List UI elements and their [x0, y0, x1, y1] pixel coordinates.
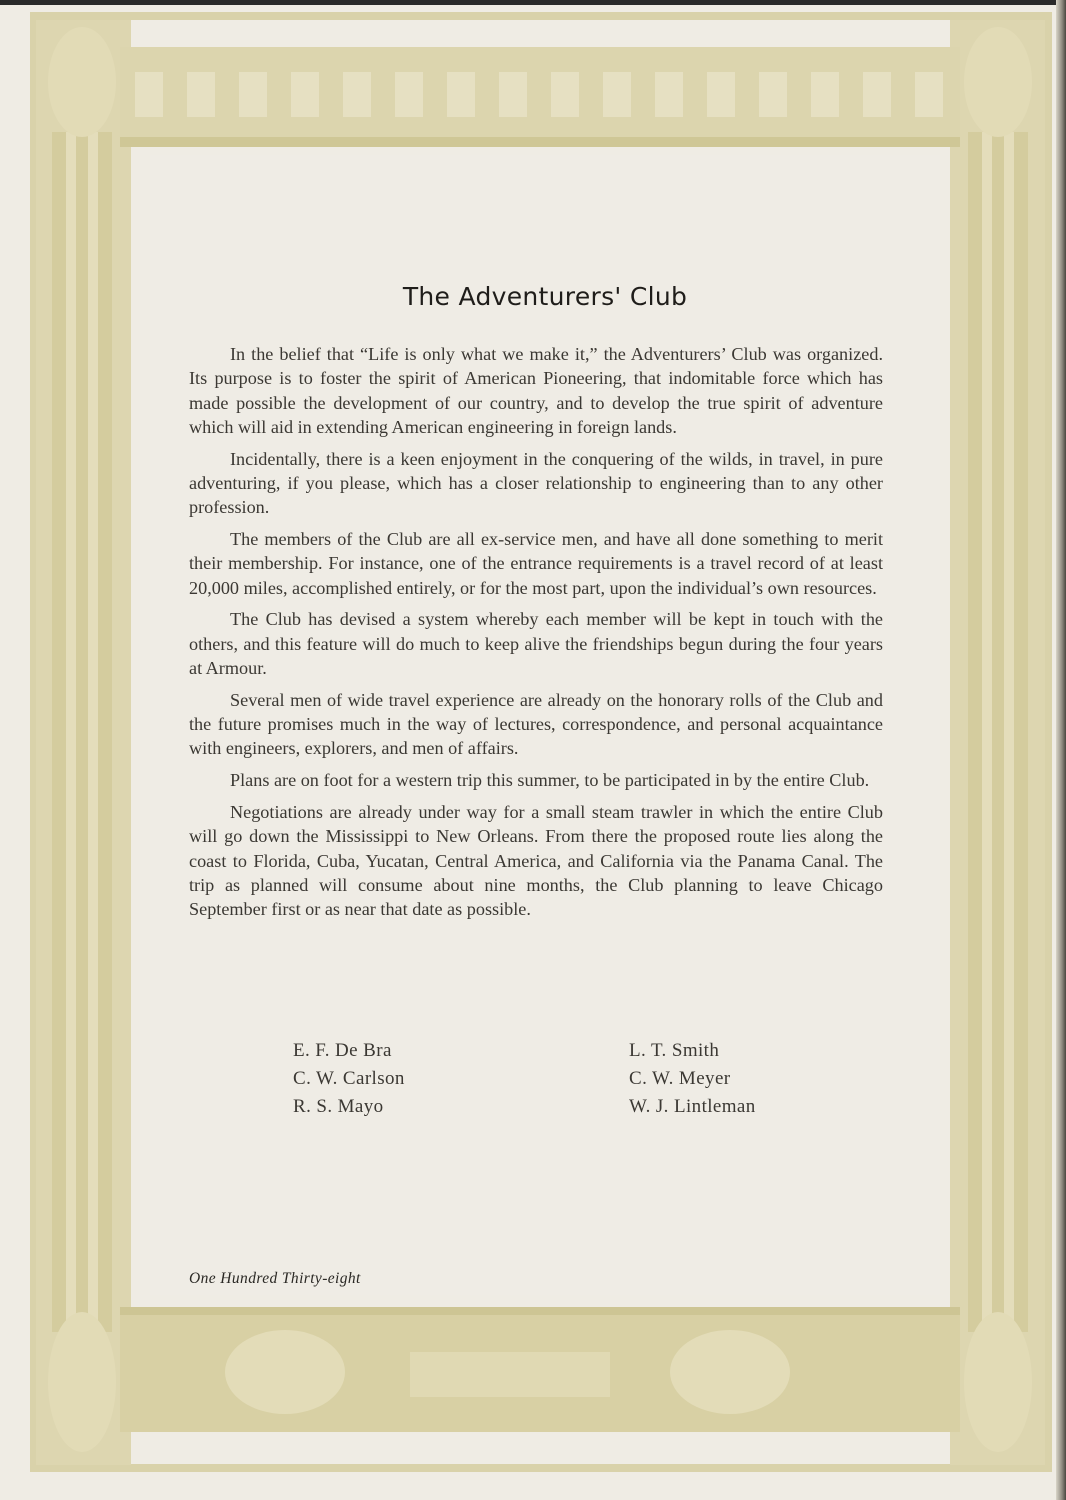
paragraph: Plans are on foot for a western trip this summer, to be participated in by the entire Club.: [230, 770, 870, 791]
member-name: E. F. De Bra: [293, 1040, 392, 1061]
page-number: One Hundred Thirty-eight: [189, 1270, 361, 1287]
member-name: R. S. Mayo: [293, 1096, 384, 1117]
paragraph: Several men of wide travel experience are already on the honorary rolls of the Club and the future promises much in the way of lectures, correspondence, and personal acquaintance with engineers, explorers, and men of affairs.: [189, 689, 883, 759]
paragraph: In the belief that “Life is only what we make it,” the Adventurers’ Club was organized. Its purpose is to foster the spirit of American Pioneering, that indomitable force which has made possible the development of our country, and to develop the true spirit of adventure which will aid in extending American engineering in foreign lands.: [189, 344, 883, 437]
body-text: [189, 342, 883, 929]
page-top-edge: [0, 0, 1066, 5]
member-name: C. W. Meyer: [629, 1068, 731, 1089]
paragraph: Negotiations are already under way for a small steam trawler in which the entire Club will go down the Mississippi to New Orleans. From there the proposed route lies along the coast to Florida, Cuba, Yucatan, Central America, and California via the Panama Canal. The trip as planned will consume about nine months, the Club planning to leave Chicago September first or as near that date as possible.: [189, 802, 883, 920]
member-list: [293, 1037, 853, 1121]
member-name: C. W. Carlson: [293, 1068, 405, 1089]
page-title: The Adventurers' Club: [402, 282, 688, 311]
paragraph: Incidentally, there is a keen enjoyment in the conquering of the wilds, in travel, in pure adventuring, if you please, which has a closer relationship to engineering than to any other profession.: [189, 448, 883, 518]
member-name: L. T. Smith: [629, 1040, 720, 1061]
paragraph: The Club has devised a system whereby each member will be kept in touch with the others, and this feature will do much to keep alive the friendships begun during the four years at Armour.: [189, 609, 883, 679]
member-name: W. J. Lintleman: [629, 1096, 756, 1117]
paragraph: The members of the Club are all ex-service men, and have all done something to merit their membership. For instance, one of the entrance requirements is a travel record of at least 20,000 miles, accomplished entirely, or for the most part, upon the individual’s own resources.: [189, 529, 883, 598]
page-right-edge: [1056, 0, 1066, 1500]
